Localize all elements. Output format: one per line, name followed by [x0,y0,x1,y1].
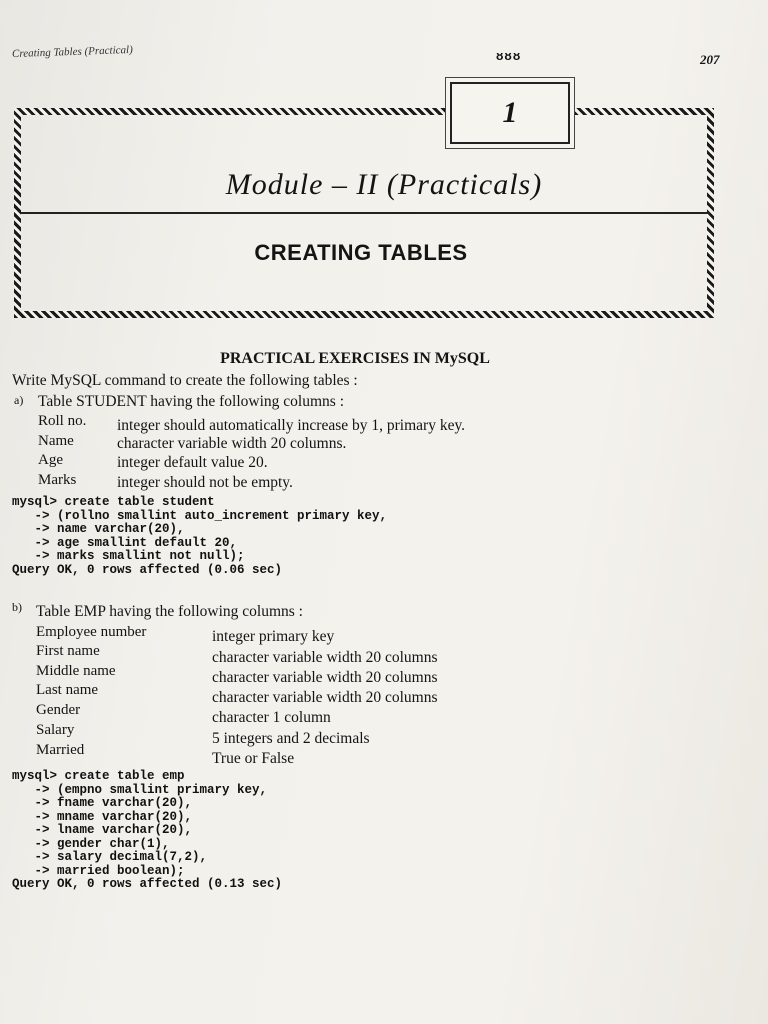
exercise-intro: Write MySQL command to create the following tables : [12,372,358,389]
chapter-number-box [450,82,570,144]
student-col-desc: integer default value 20. [117,454,268,471]
student-sql-code: mysql> create table student -> (rollno smallint auto_increment primary key, -> name varchar(20), -> age smallint default 20, -> marks smallint not null); Query OK, 0 rows affected (0.06 sec) [12,495,388,577]
exercise-heading: PRACTICAL EXERCISES IN MySQL [220,350,490,367]
page-number: 207 [700,52,720,67]
part-b-title: Table EMP having the following columns : [36,603,303,620]
emp-col-name: Married [36,742,85,758]
emp-col-name: Gender [36,702,81,718]
emp-col-name: Last name [36,682,99,698]
student-col-name: Name [38,433,74,449]
emp-sql-code: mysql> create table emp -> (empno smallint primary key, -> fname varchar(20), -> mname varchar(20), -> lname varchar(20), -> gender char(1), -> salary decimal(7,2), -> married boolean); Query OK, 0 rows affected (0.13 sec) [12,769,283,891]
running-header: Creating Tables (Practical) [11,43,133,61]
student-col-name: Age [38,452,63,468]
part-a-marker: a) [14,393,24,407]
part-a-title: Table STUDENT having the following columns : [38,393,345,410]
banner-divider [20,212,710,214]
emp-col-name: First name [36,643,100,659]
emp-col-name: Employee number [36,624,147,640]
student-col-desc: character variable width 20 columns. [117,435,347,452]
student-col-name: Roll no. [38,413,87,429]
emp-col-desc: integer primary key [212,628,335,645]
student-col-desc: integer should automatically increase by 1, primary key. [117,417,466,434]
emp-col-desc: 5 integers and 2 decimals [212,730,370,747]
student-col-desc: integer should not be empty. [117,474,293,491]
emp-col-desc: character 1 column [212,709,331,726]
module-title: Module – II (Practicals) [225,168,543,201]
emp-col-name: Middle name [36,663,116,679]
emp-col-desc: character variable width 20 columns [212,669,438,686]
publisher-logo-mark: ᴕᴕᴕ [496,49,522,64]
section-title: CREATING TABLES [254,240,468,265]
part-b-marker: b) [12,600,22,614]
student-col-name: Marks [38,472,77,488]
emp-col-desc: character variable width 20 columns [212,689,438,706]
emp-col-desc: character variable width 20 columns [212,649,438,666]
emp-col-name: Salary [36,722,75,738]
chapter-number: 1 [502,96,518,129]
emp-col-desc: True or False [212,750,295,767]
